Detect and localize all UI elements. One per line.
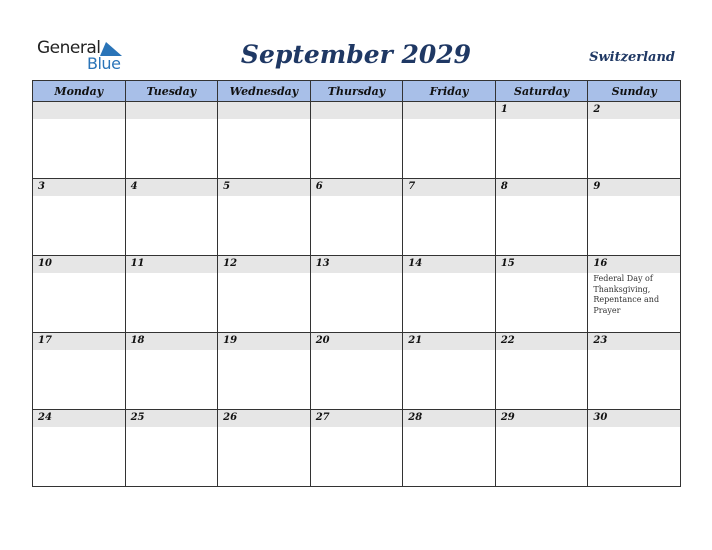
day-cell <box>33 410 126 487</box>
day-number: 20 <box>315 335 330 346</box>
day-cell <box>218 256 311 333</box>
weekday-header: Wednesday <box>218 81 311 102</box>
day-number: 12 <box>223 258 238 269</box>
day-cell <box>33 256 126 333</box>
day-cell <box>495 256 588 333</box>
day-number: 18 <box>130 335 145 346</box>
day-number-band <box>496 179 588 196</box>
day-number-band <box>311 179 403 196</box>
weekday-header: Monday <box>33 81 126 102</box>
day-number-band <box>403 410 495 427</box>
day-number-band <box>33 333 125 350</box>
day-number-band <box>496 410 588 427</box>
day-cell <box>33 179 126 256</box>
day-cell <box>125 179 218 256</box>
day-number-band <box>403 256 495 273</box>
day-number: 24 <box>38 412 52 423</box>
holiday-event: Federal Day of Thanksgiving, Repentance and Prayer <box>593 274 660 315</box>
day-cell <box>495 102 588 179</box>
day-cell <box>33 102 126 179</box>
day-number-band <box>588 333 680 350</box>
day-cell <box>403 333 496 410</box>
day-cell <box>403 179 496 256</box>
day-number: 13 <box>315 258 330 269</box>
day-cell <box>125 333 218 410</box>
country-label: Switzerland <box>589 50 675 65</box>
day-number: 21 <box>408 335 423 346</box>
day-number: 7 <box>408 181 416 192</box>
day-number-band <box>126 102 218 119</box>
day-cell <box>125 410 218 487</box>
day-number-band <box>403 102 495 119</box>
day-number-band <box>311 410 403 427</box>
weekday-header: Friday <box>403 81 496 102</box>
weekday-header: Saturday <box>495 81 588 102</box>
day-number-band <box>588 256 680 273</box>
day-number: 2 <box>593 104 601 115</box>
day-number-band <box>218 410 310 427</box>
day-cell <box>403 410 496 487</box>
day-number-band <box>588 102 680 119</box>
weekday-header: Thursday <box>310 81 403 102</box>
day-cell <box>218 102 311 179</box>
day-cell <box>33 333 126 410</box>
day-cell <box>588 410 681 487</box>
day-number-band <box>403 333 495 350</box>
day-number: 15 <box>500 258 515 269</box>
day-cell <box>125 256 218 333</box>
week-row <box>33 333 681 410</box>
day-number-band <box>126 333 218 350</box>
weekday-header: Tuesday <box>125 81 218 102</box>
day-cell <box>588 256 681 333</box>
day-number-band <box>496 333 588 350</box>
day-number-band <box>126 179 218 196</box>
day-number: 16 <box>593 258 608 269</box>
day-number-band <box>33 102 125 119</box>
day-cell <box>588 102 681 179</box>
day-number: 26 <box>223 412 238 423</box>
day-number: 14 <box>408 258 423 269</box>
logo-text-general: General <box>37 38 101 58</box>
weekday-header: Sunday <box>588 81 681 102</box>
day-number: 1 <box>500 104 508 115</box>
day-cell <box>218 179 311 256</box>
day-number-band <box>126 256 218 273</box>
day-number: 30 <box>593 412 608 423</box>
day-number: 29 <box>500 412 515 423</box>
day-number: 5 <box>223 181 231 192</box>
day-number: 23 <box>593 335 608 346</box>
day-cell <box>310 256 403 333</box>
day-number: 28 <box>408 412 423 423</box>
day-cell <box>588 179 681 256</box>
day-cell <box>218 410 311 487</box>
page-title: September 2029 <box>240 40 472 69</box>
day-number-band <box>311 256 403 273</box>
day-cell <box>125 102 218 179</box>
calendar-grid <box>32 80 681 487</box>
day-number-band <box>403 179 495 196</box>
day-number-band <box>218 333 310 350</box>
day-number-band <box>218 179 310 196</box>
logo-text-blue: Blue <box>87 54 121 73</box>
day-number: 6 <box>315 181 323 192</box>
day-number-band <box>496 102 588 119</box>
day-cell <box>495 333 588 410</box>
day-number: 22 <box>500 335 515 346</box>
day-cell <box>588 333 681 410</box>
day-number: 9 <box>593 181 601 192</box>
day-number-band <box>33 410 125 427</box>
day-cell <box>310 179 403 256</box>
day-number: 19 <box>223 335 238 346</box>
day-number: 11 <box>130 258 145 269</box>
day-number: 27 <box>315 412 330 423</box>
day-number-band <box>33 179 125 196</box>
day-cell <box>403 256 496 333</box>
day-number-band <box>496 256 588 273</box>
day-number-band <box>588 179 680 196</box>
week-row <box>33 102 681 179</box>
day-number: 4 <box>130 181 138 192</box>
day-cell <box>310 410 403 487</box>
day-number-band <box>33 256 125 273</box>
day-number-band <box>126 410 218 427</box>
day-number: 3 <box>38 181 45 192</box>
day-cell <box>310 333 403 410</box>
day-number: 8 <box>500 181 508 192</box>
day-number-band <box>218 102 310 119</box>
week-row <box>33 179 681 256</box>
day-cell <box>310 102 403 179</box>
day-cell <box>403 102 496 179</box>
day-number: 17 <box>38 335 52 346</box>
weekday-header-row <box>33 81 681 102</box>
day-number: 25 <box>130 412 145 423</box>
day-number-band <box>588 410 680 427</box>
day-cell <box>218 333 311 410</box>
day-number: 10 <box>38 258 52 269</box>
week-row <box>33 256 681 333</box>
day-cell <box>495 410 588 487</box>
day-number-band <box>311 102 403 119</box>
day-number-band <box>218 256 310 273</box>
day-number-band <box>311 333 403 350</box>
day-cell <box>495 179 588 256</box>
week-row <box>33 410 681 487</box>
